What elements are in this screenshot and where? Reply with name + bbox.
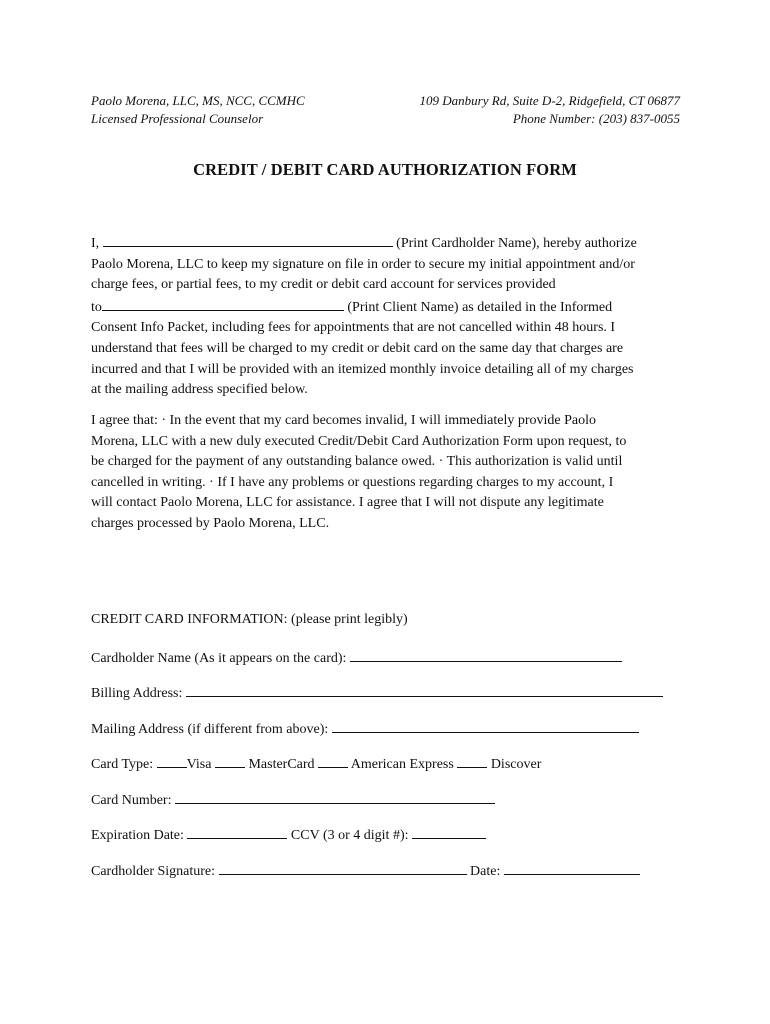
provider-address: 109 Danbury Rd, Suite D-2, Ridgefield, CT 06877: [419, 93, 680, 108]
cardholder-name-row: Cardholder Name (As it appears on the card):: [91, 647, 622, 667]
provider-contact: [420, 92, 680, 128]
provider-title: Licensed Professional Counselor: [91, 111, 264, 126]
card-number-field[interactable]: [175, 789, 495, 804]
signature-date-row: Cardholder Signature: Date:: [91, 860, 640, 880]
expiration-ccv-row: Expiration Date: CCV (3 or 4 digit #):: [91, 824, 486, 844]
card-type-row: Card Type: Visa MasterCard American Express Discover: [91, 753, 541, 773]
amex-checkbox-blank[interactable]: [318, 753, 348, 768]
form-title: CREDIT / DEBIT CARD AUTHORIZATION FORM: [193, 160, 577, 179]
card-info-heading: CREDIT CARD INFORMATION: (please print legibly): [91, 612, 408, 627]
agreement-paragraph: I agree that: · In the event that my card becomes invalid, I will immediately provide Paolo Morena, LLC with a new duly executed Credit/Debit Card Authorization Form upon request, to be charged for the payment of any outstanding balance owed. · This authorization is valid until cancelled in writing. · If I have any problems or questions regarding charges to my account, I will contact Paolo Morena, LLC for assistance. I agree that I will not dispute any legitimate charges processed by Paolo Morena, LLC.: [91, 413, 627, 531]
mailing-address-field[interactable]: [332, 718, 639, 733]
mastercard-checkbox-blank[interactable]: [215, 753, 245, 768]
cardholder-name-blank[interactable]: [103, 232, 393, 247]
mailing-address-row: Mailing Address (if different from above):: [91, 718, 639, 738]
authorization-paragraph: I, (Print Cardholder Name), hereby authorize Paolo Morena, LLC to keep my signature on file in order to secure my initial appointment and/or charge fees, or partial fees, to my credit or debit card account for services provided to (Print Client Name) as detailed in the Informed Consent Info Packet, including fees for appointments that are not cancelled within 48 hours. I understand that fees will be charged to my credit or debit card on the same day that charges are incurred and that I will be provided with an itemized monthly invoice detailing all of my charges at the mailing address specified below.: [91, 232, 691, 401]
provider-info: [91, 92, 305, 128]
visa-checkbox-blank[interactable]: [157, 753, 187, 768]
billing-address-row: Billing Address:: [91, 682, 663, 702]
discover-checkbox-blank[interactable]: [457, 753, 487, 768]
cardholder-signature-field[interactable]: [219, 860, 467, 875]
card-number-row: Card Number:: [91, 789, 495, 809]
cardholder-name-field[interactable]: [350, 647, 622, 662]
provider-name: Paolo Morena, LLC, MS, NCC, CCMHC: [91, 93, 305, 108]
expiration-date-field[interactable]: [187, 824, 287, 839]
billing-address-field[interactable]: [186, 682, 663, 697]
client-name-blank[interactable]: [102, 296, 344, 311]
ccv-field[interactable]: [412, 824, 486, 839]
provider-phone: Phone Number: (203) 837-0055: [512, 111, 680, 126]
date-field[interactable]: [504, 860, 640, 875]
